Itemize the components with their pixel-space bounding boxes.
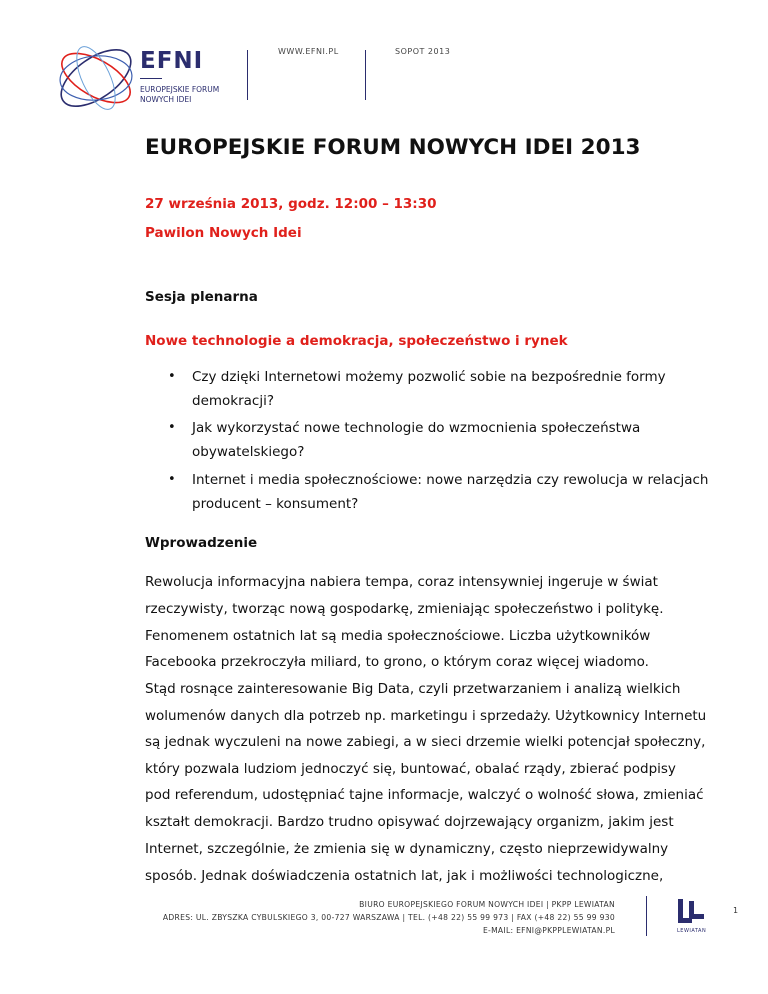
paragraph-line: wolumenów danych dla potrzeb np. marketingu i sprzedaży. Użytkownicy Internetu xyxy=(145,708,707,724)
bullet-dot: • xyxy=(168,369,176,384)
paragraph-line: kształt demokracji. Bardzo trudno opisywać dojrzewający organizm, jakim jest xyxy=(145,814,674,830)
paragraph-line: Fenomenem ostatnich lat są media społecznościowe. Liczba użytkowników xyxy=(145,628,651,644)
session-topic: Nowe technologie a demokracja, społeczeństwo i rynek xyxy=(145,333,568,349)
footer-address: ADRES: UL. ZBYSZKA CYBULSKIEGO 3, 00-727 WARSZAWA | TEL. (+48 22) 55 99 973 | FAX (+48 22) 55 99 930 xyxy=(162,913,615,922)
bullet-text-cont: demokracji? xyxy=(192,393,275,409)
logo-subtitle-line-2: NOWYCH IDEI xyxy=(140,95,192,104)
header-divider xyxy=(365,50,366,100)
paragraph-line: sposób. Jednak doświadczenia ostatnich lat, jak i możliwości technologiczne, xyxy=(145,868,664,884)
logo-divider xyxy=(140,78,162,79)
paragraph-line: który pozwala ludziom jednoczyć się, buntować, obalać rządy, zbierać podpisy xyxy=(145,761,676,777)
paragraph-line: Rewolucja informacyjna nabiera tempa, coraz intensywniej ingeruje w świat xyxy=(145,574,658,590)
intro-heading: Wprowadzenie xyxy=(145,535,258,551)
bullet-text-cont: producent – konsument? xyxy=(192,496,359,512)
logo-subtitle-line-1: EUROPEJSKIE FORUM xyxy=(140,85,220,94)
logo-title: EFNI xyxy=(140,48,204,74)
lewiatan-label: LEWIATAN xyxy=(677,928,707,934)
event-venue: Pawilon Nowych Idei xyxy=(145,225,302,241)
paragraph-line: Facebooka przekroczyła miliard, to grono, o którym coraz więcej wiadomo. xyxy=(145,654,649,670)
location-label: SOPOT 2013 xyxy=(395,47,451,56)
website-link[interactable]: WWW.EFNI.PL xyxy=(278,47,339,56)
bullet-text-cont: obywatelskiego? xyxy=(192,444,305,460)
page-number: 1 xyxy=(733,906,739,915)
paragraph-line: rzeczywisty, tworząc nową gospodarkę, zmieniając społeczeństwo i politykę. xyxy=(145,601,664,617)
bullet-dot: • xyxy=(168,420,176,435)
footer-divider xyxy=(646,896,647,936)
bullet-text: Czy dzięki Internetowi możemy pozwolić sobie na bezpośrednie formy xyxy=(192,369,666,385)
lewiatan-logo-icon xyxy=(676,899,706,925)
session-label: Sesja plenarna xyxy=(145,289,258,305)
paragraph-line: Stąd rosnące zainteresowanie Big Data, czyli przetwarzaniem i analizą wielkich xyxy=(145,681,681,697)
paragraph-line: Internet, szczególnie, że zmienia się w dynamiczny, często nieprzewidywalny xyxy=(145,841,669,857)
logo-subtitle xyxy=(140,85,219,105)
paragraph-line: są jednak wyczuleni na nowe zabiegi, a w sieci drzemie wielki potencjał społeczny, xyxy=(145,734,706,750)
bullet-text: Internet i media społecznościowe: nowe narzędzia czy rewolucja w relacjach xyxy=(192,472,709,488)
paragraph-line: pod referendum, udostępniać tajne informacje, walczyć o wolność słowa, zmieniać xyxy=(145,787,704,803)
efni-logo-icon xyxy=(52,36,150,118)
bullet-dot: • xyxy=(168,472,176,487)
header-divider xyxy=(247,50,248,100)
bullet-text: Jak wykorzystać nowe technologie do wzmocnienia społeczeństwa xyxy=(192,420,641,436)
footer-email[interactable]: E-MAIL: EFNI@PKPPLEWIATAN.PL xyxy=(482,926,615,935)
event-date: 27 września 2013, godz. 12:00 – 13:30 xyxy=(145,196,437,212)
footer-office: BIURO EUROPEJSKIEGO FORUM NOWYCH IDEI | PKPP LEWIATAN xyxy=(359,900,615,909)
page-title: EUROPEJSKIE FORUM NOWYCH IDEI 2013 xyxy=(145,135,641,160)
